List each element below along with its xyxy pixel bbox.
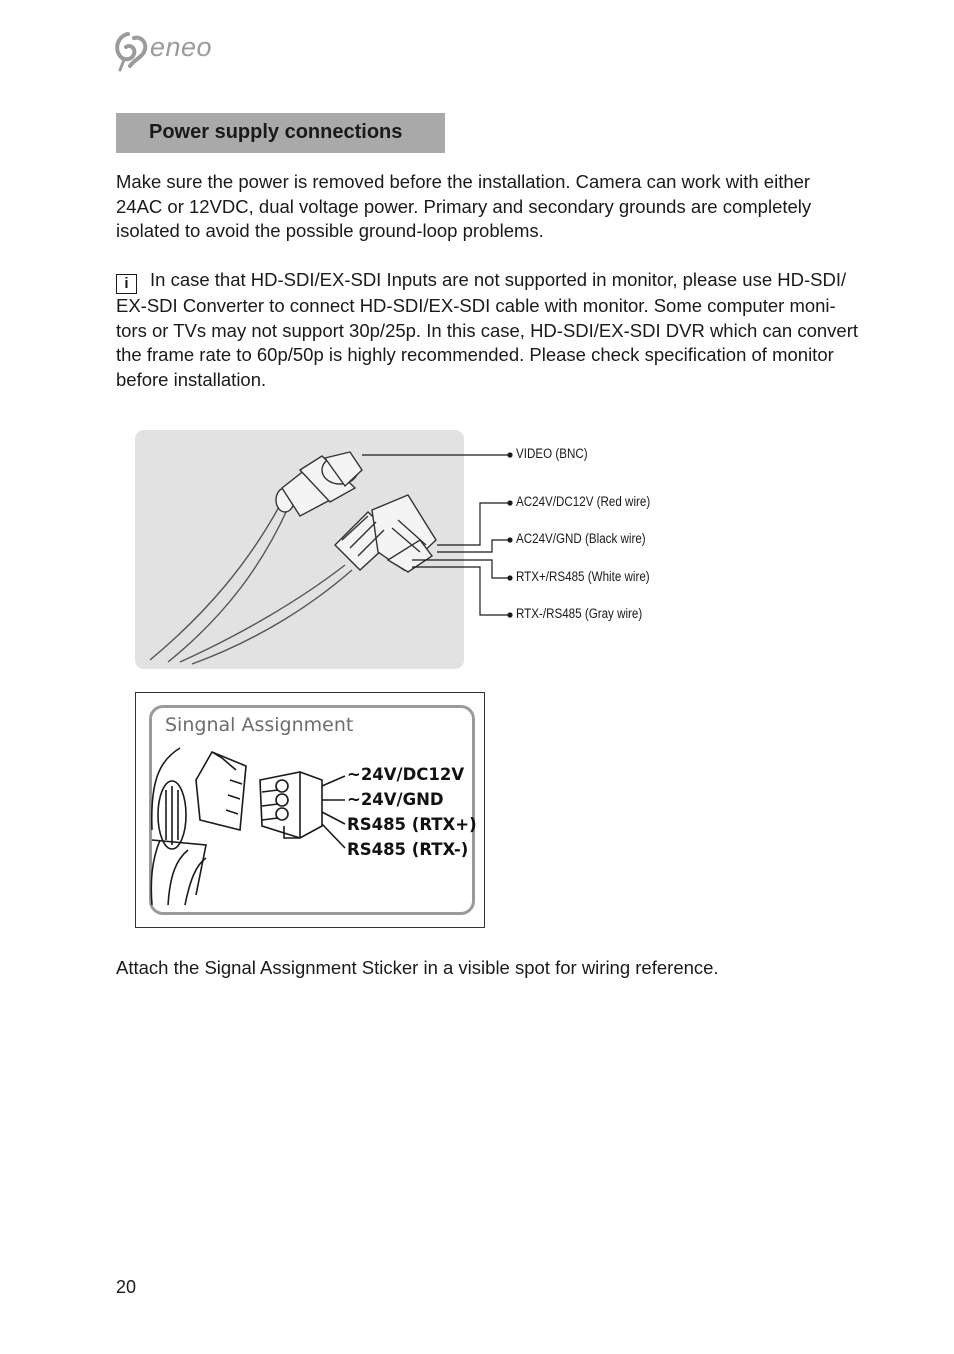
section-title: Power supply connections [149,121,403,143]
label-video-bnc: VIDEO (BNC) [516,446,588,461]
intro-line: 24AC or 12VDC, dual voltage power. Primary and secondary grounds are completely [116,195,812,217]
label-black-wire: AC24V/GND (Black wire) [516,531,646,546]
intro-line: Make sure the power is removed before the installation. Camera can work with either [116,171,811,192]
sticker-title: Singnal Assignment [165,714,354,736]
info-line: before installation. [116,368,267,390]
intro-line: isolated to avoid the possible ground-loop problems. [116,220,544,242]
page-number: 20 [116,1277,137,1297]
sticker-instruction: Attach the Signal Assignment Sticker in a visible spot for wiring reference. [116,957,719,978]
info-line: tors or TVs may not support 30p/25p. In this case, HD-SDI/EX-SDI DVR which can convert [116,319,859,341]
label-gray-wire: RTX-/RS485 (Gray wire) [516,606,643,621]
signal-rs485-rtx-minus: RS485 (RTX-) [347,840,469,859]
info-line: EX-SDI Converter to connect HD-SDI/EX-SDI cable with monitor. Some computer moni- [116,295,836,316]
info-line: In case that HD-SDI/EX-SDI Inputs are not supported in monitor, please use HD-SDI/ [150,269,847,290]
label-white-wire: RTX+/RS485 (White wire) [516,569,650,584]
logo-wordmark: eneo [150,32,213,62]
info-icon: i [116,274,137,294]
signal-24v-gnd: ~24V/GND [347,790,444,809]
signal-24v-dc12v: ~24V/DC12V [347,765,465,784]
label-red-wire: AC24V/DC12V (Red wire) [516,494,651,509]
signal-rs485-rtx-plus: RS485 (RTX+) [347,815,477,834]
info-line: the frame rate to 60p/50p is highly recommended. Please check specification of monitor [116,344,834,366]
